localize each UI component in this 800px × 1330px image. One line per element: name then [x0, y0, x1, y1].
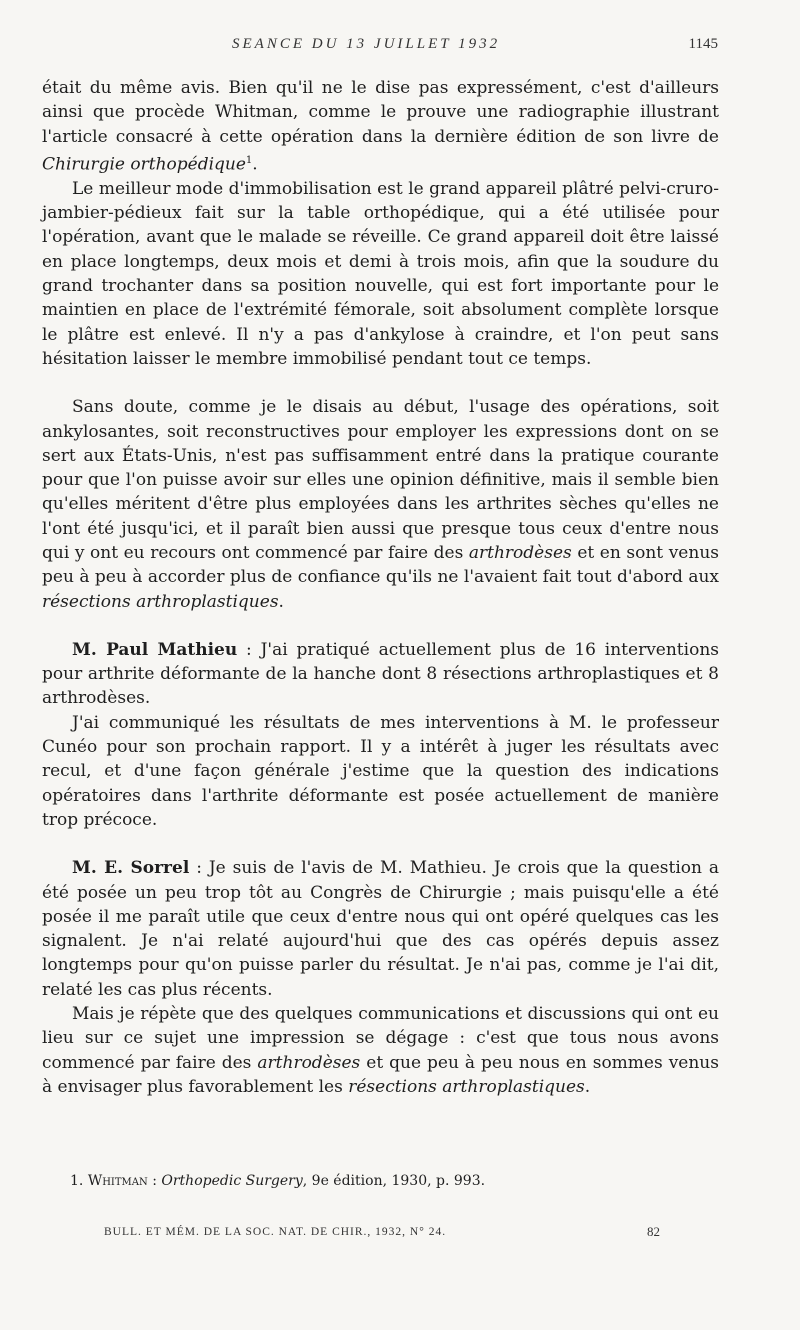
paragraph-3: Sans doute, comme je le disais au début, l'usage des opérations, soit ankylosantes, soit reconstructives pour employer les expressions dont on se sert aux États-Unis, n'est pas suffisamment entré dans la pratique courante pour que l'on puisse avoir sur elles une opinion définitive, mais il semble bien qu'elles méritent d'être plus employées dans les arthrites sèches qu'elles ne l'ont été jusqu'ici, et il paraît bien aussi que presque tous ceux d'entre nous qui y ont eu recours ont commencé par faire des arthrodèses et en sont venus peu à peu à accorder plus de confiance qu'ils ne l'avaient fait tout d'abord aux résections arthroplastiques. — [42, 397, 719, 612]
journal-reference: BULL. ET MÉM. DE LA SOC. NAT. DE CHIR., 1932, N° 24. — [104, 1226, 447, 1238]
paragraph-5: J'ai communiqué les résultats de mes interventions à M. le professeur Cunéo pour son prochain rapport. Il y a intérêt à juger les résultats avec recul, et d'une façon générale j'estime que la question des indications opératoires dans l'arthrite déformante est posée actuellement de manière trop précoce. — [42, 712, 719, 830]
running-head: SEANCE DU 13 JUILLET 1932 — [232, 36, 501, 52]
paragraph-sorrel: M. E. Sorrel : Je suis de l'avis de M. Mathieu. Je crois que la question a été posée un peu trop tôt au Congrès de Chirurgie ; mais puisqu'elle a été posée il me paraît utile que ceux d'entre nous qui ont opéré quelques cas les signalent. Je n'ai relaté aujourd'hui que des cas opérés depuis assez longtemps pour qu'on puisse parler du résultat. Je n'ai pas, comme je l'ai dit, relaté les cas plus récents. — [42, 858, 719, 1000]
body-text — [42, 76, 719, 1099]
footnote-ref: 1 — [245, 154, 253, 166]
page-number: 1145 — [688, 36, 718, 52]
speaker-name: M. Paul Mathieu — [72, 639, 238, 660]
paragraph-7: Mais je répète que des quelques communications et discussions qui ont eu lieu sur ce sujet une impression se dégage : c'est que tous nous avons commencé par faire des arthrodèses et que peu à peu nous en sommes venus à envisager plus favorablement les résections arthroplastiques. — [42, 1004, 719, 1097]
speaker-name: M. E. Sorrel — [72, 858, 190, 879]
book-title: Chirurgie orthopédique — [42, 154, 246, 175]
footnote-title: Orthopedic Surgery — [161, 1173, 303, 1189]
journal-footer — [104, 1226, 660, 1238]
footnote: 1. Whitman : Orthopedic Surgery, 9e édition, 1930, p. 993. — [70, 1173, 486, 1189]
footnote-author: Whitman — [87, 1173, 148, 1189]
signature-mark: 82 — [647, 1224, 660, 1239]
paragraph-mathieu: M. Paul Mathieu : J'ai pratiqué actuellement plus de 16 interventions pour arthrite déformante de la hanche dont 8 résections arthroplastiques et 8 arthrodèses. — [42, 639, 719, 709]
paragraph-2: Le meilleur mode d'immobilisation est le grand appareil plâtré pelvi-cruro-jambier-pédieux fait sur la table orthopédique, qui a été utilisée pour l'opération, avant que le malade se réveille. Ce grand appareil doit être laissé en place longtemps, deux mois et demi à trois mois, afin que la soudure du grand trochanter dans sa position nouvelle, qui est fort importante pour le maintien en place de l'extrémité fémorale, soit absolument complète lorsque le plâtre est enlevé. Il n'y a pas d'ankylose à craindre, et l'on peut sans hésitation laisser le membre immobilisé pendant tout ce temps. — [42, 178, 719, 369]
paragraph-1: était du même avis. Bien qu'il ne le dise pas expressément, c'est d'ailleurs ainsi que procède Whitman, comme le prouve une radiographie illustrant l'article consacré à cette opération dans la dernière édition de son livre de Chirurgie orthopédique$^1$. — [42, 78, 719, 175]
